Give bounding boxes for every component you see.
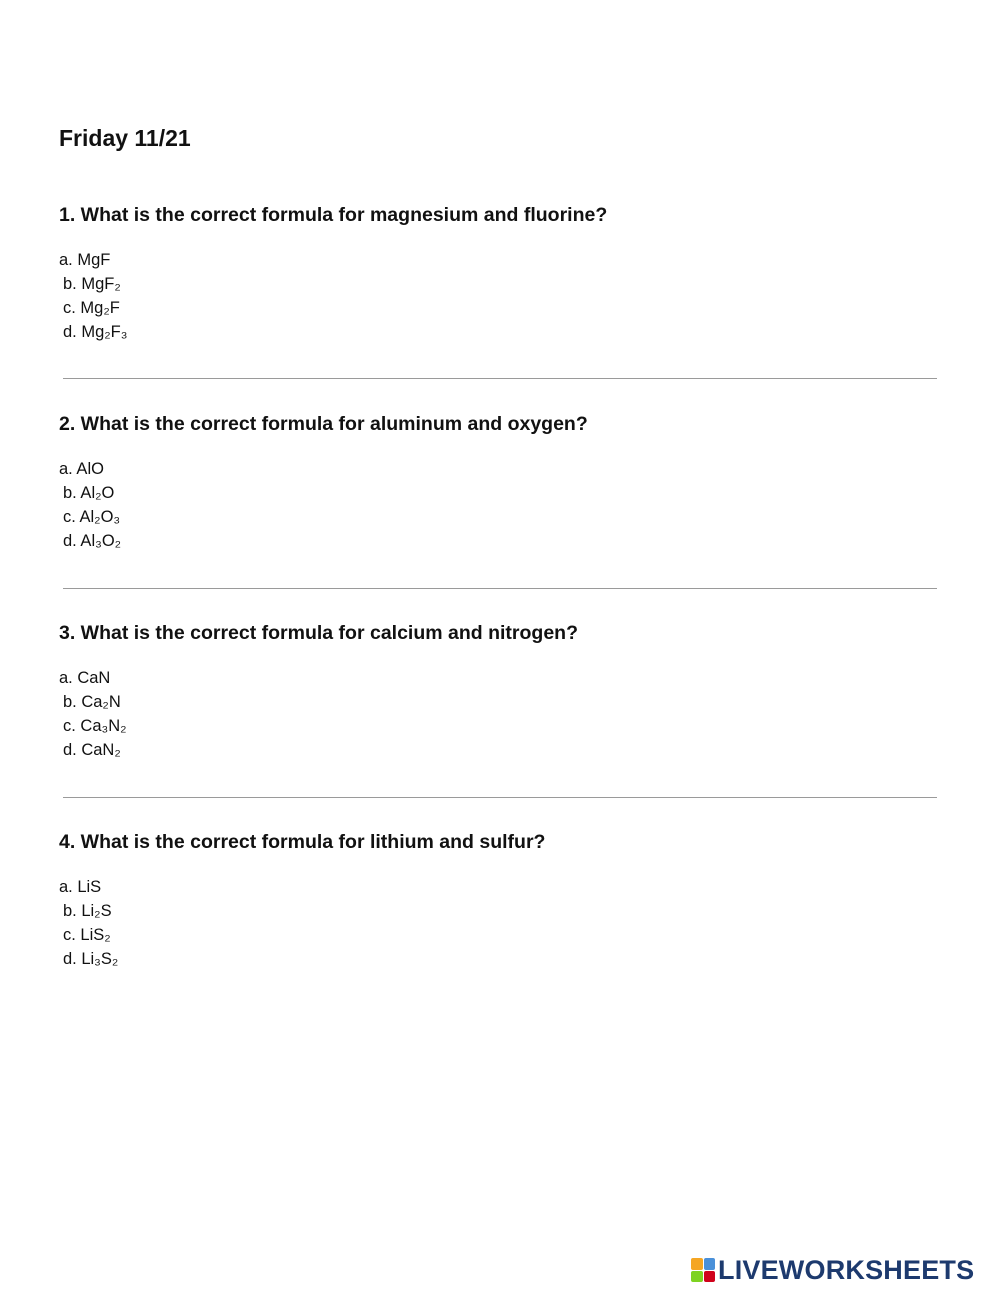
option-d[interactable]: d. Li₃S₂: [63, 950, 119, 968]
question-text: 2. What is the correct formula for aluminum and oxygen?: [59, 413, 588, 435]
logo-square: [704, 1258, 716, 1270]
liveworksheets-logo[interactable]: [691, 1255, 974, 1285]
question-2: [59, 412, 939, 553]
answer-options: [59, 457, 939, 553]
answer-options: [59, 248, 939, 344]
option-b[interactable]: b. Li₂S: [63, 902, 112, 920]
option-d[interactable]: d. Al₃O₂: [63, 532, 122, 550]
option-a[interactable]: a. LiS: [59, 878, 102, 896]
divider: [63, 797, 937, 798]
answer-options: [59, 666, 939, 762]
logo-square: [691, 1271, 703, 1283]
question-text: 1. What is the correct formula for magnesium and fluorine?: [59, 204, 608, 226]
question-3: [59, 621, 939, 762]
option-c[interactable]: c. LiS₂: [63, 926, 111, 944]
option-b[interactable]: b. Al₂O: [63, 484, 115, 502]
divider: [63, 378, 937, 379]
option-a[interactable]: a. MgF: [59, 251, 111, 269]
logo-square: [691, 1258, 703, 1270]
page-title: Friday 11/21: [59, 125, 191, 151]
option-a[interactable]: a. AlO: [59, 460, 104, 478]
option-c[interactable]: c. Ca₃N₂: [63, 717, 127, 735]
logo-square: [704, 1271, 716, 1283]
option-a[interactable]: a. CaN: [59, 669, 111, 687]
option-c[interactable]: c. Mg₂F: [63, 299, 120, 317]
divider: [63, 588, 937, 589]
question-1: [59, 203, 939, 344]
answer-options: [59, 875, 939, 971]
option-c[interactable]: c. Al₂O₃: [63, 508, 121, 526]
logo-wordmark: LIVEWORKSHEETS: [718, 1255, 975, 1285]
question-text: 4. What is the correct formula for lithium and sulfur?: [59, 831, 546, 853]
liveworksheets-logo-icon: [691, 1258, 715, 1282]
option-d[interactable]: d. Mg₂F₃: [63, 323, 128, 341]
question-4: [59, 830, 939, 971]
option-b[interactable]: b. Ca₂N: [63, 693, 121, 711]
question-text: 3. What is the correct formula for calcium and nitrogen?: [59, 622, 578, 644]
option-d[interactable]: d. CaN₂: [63, 741, 121, 759]
option-b[interactable]: b. MgF₂: [63, 275, 121, 293]
